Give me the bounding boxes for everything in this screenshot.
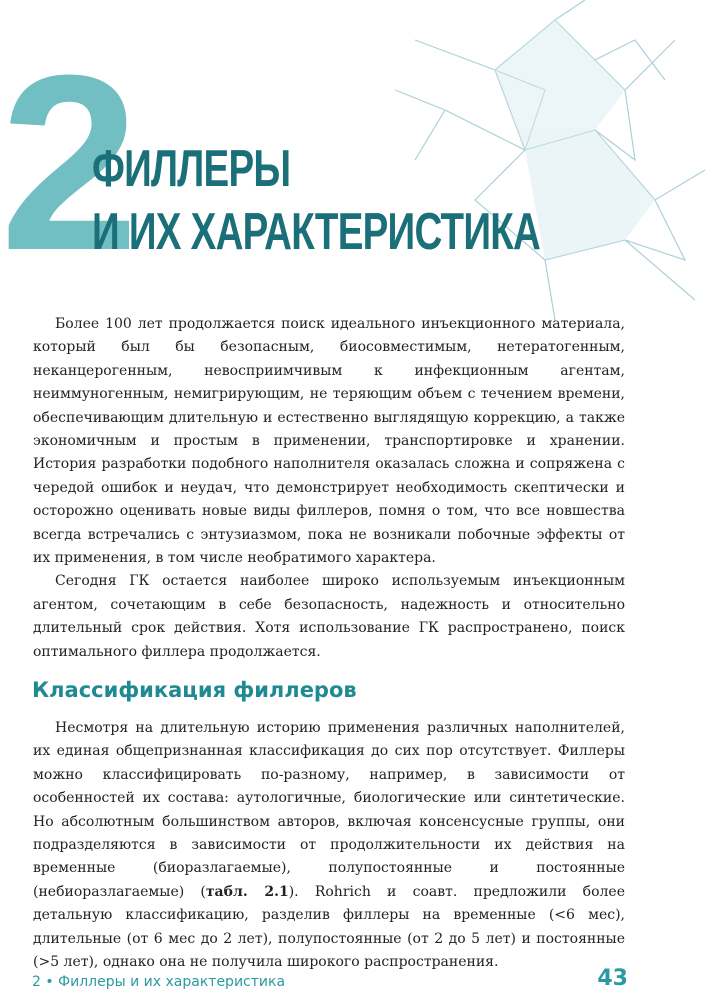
classification-text — [33, 717, 625, 974]
paragraph-3-part-1: Несмотря на длительную историю применения различных наполнителей, их единая общепризнанная классификация до сих пор отсутствует. Филлеры можно классифицировать по-разному, например, в зависимости от особенностей их состава: аутологичные, биологические или синтетические. Но абсолютным большинством авторов, включая консенсусные группы, они подразделяются в зависимости от продолжительности их действия на временные (биоразлагаемые), полупостоянные и постоянные (небиоразлагаемые) ( — [33, 720, 625, 900]
chapter-number: 2 — [0, 23, 140, 302]
paragraph-3 — [33, 717, 625, 974]
paragraph-2: Сегодня ГК остается наиболее широко используемым инъекционным агентом, сочетающим в себе безопасность, надежность и относительно длительный срок действия. Хотя использование ГК распространено, поиск оптимального филлера продолжается. — [33, 573, 625, 660]
paragraph-1: Более 100 лет продолжается поиск идеального инъекционного материала, который был бы безопасным, биосовместимым, нетератогенным, неканцерогенным, невосприимчивым к инфекционным агентам, неиммуногенным, немигрирующим, не теряющим объем с течением времени, обеспечивающим длительную и естественно выглядящую коррекцию, а также экономичным и простым в применении, транспортировке и хранении. История разработки подобного наполнителя оказалась сложна и сопряжена с чередой ошибок и неудач, что демонстрирует необходимость скептически и осторожно оценивать новые виды филлеров, помня о том, что все новшества всегда встречались с энтузиазмом, пока не возникали побочные эффекты от их применения, в том числе необратимого характера. — [33, 316, 625, 567]
chapter-title — [92, 138, 540, 264]
chapter-title-line-2: И ИХ ХАРАКТЕРИСТИКА — [92, 203, 541, 261]
running-footer: 2 • Филлеры и их характеристика — [32, 974, 286, 990]
section-heading: Классификация филлеров — [32, 678, 357, 702]
chapter-title-line-1: ФИЛЛЕРЫ — [92, 140, 291, 198]
paragraph-3-part-2: ). Rohrich и соавт. предложили более детальную классификацию, разделив филлеры на временные (<6 мес), длительные (от 6 мес до 2 лет), полупостоянные (от 2 до 5 лет) и постоянные (>5 лет), однако она не получила широкого распространения. — [33, 883, 625, 971]
intro-text — [33, 313, 625, 664]
page-number: 43 — [597, 966, 628, 991]
table-reference: табл. 2.1 — [205, 883, 289, 900]
